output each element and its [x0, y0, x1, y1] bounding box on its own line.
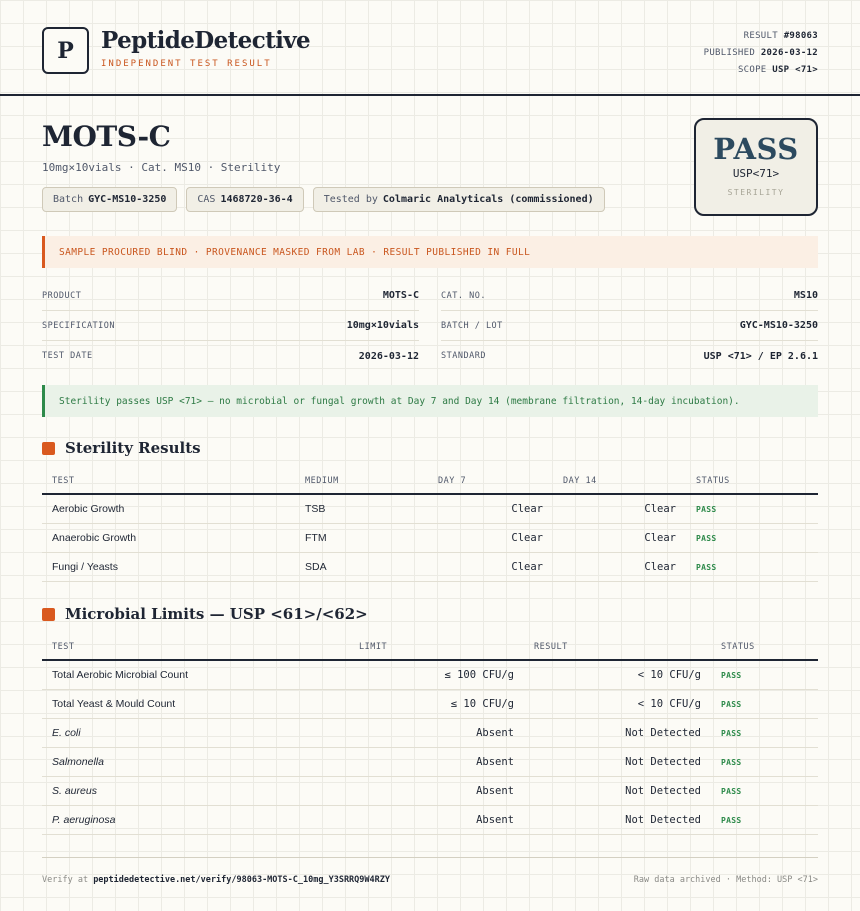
table-header-row [42, 468, 818, 494]
info-key: TEST DATE [42, 351, 93, 361]
limit: ≤ 100 CFU/g [349, 660, 524, 689]
microbial-table [42, 634, 818, 835]
table-row [42, 747, 818, 776]
published-date: PUBLISHED 2026-03-12 [703, 48, 818, 58]
section-title: Microbial Limits — USP <61>/<62> [65, 605, 368, 623]
medium: FTM [295, 523, 428, 552]
column-header: LIMIT [349, 634, 524, 660]
status-badge: PASS [721, 815, 742, 825]
medium: SDA [295, 552, 428, 581]
logo-icon: P [42, 27, 89, 74]
result: < 10 CFU/g [524, 689, 711, 718]
status-badge: PASS [721, 728, 742, 738]
test-name: Aerobic Growth [42, 494, 295, 523]
section-marker-icon [42, 442, 55, 455]
test-name: Anaerobic Growth [42, 523, 295, 552]
info-key: PRODUCT [42, 290, 82, 301]
limit: Absent [349, 747, 524, 776]
test-name: E. coli [42, 718, 349, 747]
info-value: MS10 [793, 290, 818, 301]
procurement-notice: SAMPLE PROCURED BLIND · PROVENANCE MASKED FROM LAB · RESULT PUBLISHED IN FULL [42, 236, 818, 268]
table-row [42, 689, 818, 718]
limit: Absent [349, 805, 524, 834]
scope: SCOPE USP <71> [737, 65, 818, 75]
table-row [42, 805, 818, 834]
verdict-category: STERILITY [727, 188, 785, 197]
verdict-badge [694, 118, 818, 216]
cas-chip: CAS 1468720-36-4 [186, 187, 303, 212]
info-value: MOTS-C [382, 290, 419, 301]
info-value: 10mg×10vials [346, 320, 419, 331]
table-row [42, 552, 818, 581]
status-badge: PASS [721, 670, 742, 680]
test-name: Total Aerobic Microbial Count [42, 660, 349, 689]
info-left [42, 281, 419, 371]
brand-tagline: INDEPENDENT TEST RESULT [101, 59, 272, 69]
product-chips [42, 187, 605, 212]
day14: Clear [553, 523, 686, 552]
report-header [0, 0, 860, 96]
table-row [42, 660, 818, 689]
status-badge: PASS [696, 533, 717, 543]
table-row [42, 776, 818, 805]
column-header: STATUS [686, 468, 818, 494]
archive-note: Raw data archived · Method: USP <71> [633, 874, 818, 885]
brand-name: PeptideDetective [101, 27, 311, 54]
info-grid [42, 281, 818, 371]
test-name: Salmonella [42, 747, 349, 776]
day7: Clear [428, 552, 553, 581]
info-row [441, 281, 818, 311]
column-header: DAY 14 [553, 468, 686, 494]
column-header: DAY 7 [428, 468, 553, 494]
column-header: TEST [42, 468, 295, 494]
verdict-result: PASS [713, 132, 799, 166]
medium: TSB [295, 494, 428, 523]
table-row [42, 718, 818, 747]
test-name: Total Yeast & Mould Count [42, 689, 349, 718]
status-badge: PASS [721, 699, 742, 709]
product-subtitle: 10mg×10vials · Cat. MS10 · Sterility [42, 161, 281, 174]
result: Not Detected [524, 747, 711, 776]
limit: Absent [349, 718, 524, 747]
sterility-table [42, 468, 818, 582]
day14: Clear [553, 552, 686, 581]
microbial-section-heading [42, 605, 368, 623]
day7: Clear [428, 494, 553, 523]
limit: Absent [349, 776, 524, 805]
column-header: STATUS [711, 634, 818, 660]
info-key: SPECIFICATION [42, 320, 116, 331]
test-name: S. aureus [42, 776, 349, 805]
info-row [42, 281, 419, 311]
result: < 10 CFU/g [524, 660, 711, 689]
status-badge: PASS [721, 786, 742, 796]
table-header-row [42, 634, 818, 660]
table-row [42, 494, 818, 523]
info-value: 2026-03-12 [358, 350, 419, 362]
verify-link[interactable]: peptidedetective.net/verify/98063-MOTS-C_10mg_Y3SRRQ9W4RZY [93, 874, 390, 885]
column-header: TEST [42, 634, 349, 660]
day7: Clear [428, 523, 553, 552]
info-row [441, 311, 818, 341]
product-title: MOTS-C [42, 120, 171, 153]
status-badge: PASS [721, 757, 742, 767]
result-id: RESULT #98063 [743, 31, 818, 41]
info-key: CAT. NO. [441, 290, 486, 301]
column-header: RESULT [524, 634, 711, 660]
summary-banner: Sterility passes USP <71> — no microbial or fungal growth at Day 7 and Day 14 (membrane filtration, 14-day incubation). [42, 385, 818, 417]
sterility-section-heading [42, 439, 201, 457]
result: Not Detected [524, 718, 711, 747]
verdict-standard: USP<71> [732, 167, 780, 180]
limit: ≤ 10 CFU/g [349, 689, 524, 718]
test-name: Fungi / Yeasts [42, 552, 295, 581]
result: Not Detected [524, 805, 711, 834]
info-value: USP <71> / EP 2.6.1 [703, 350, 818, 362]
batch-chip: Batch GYC-MS10-3250 [42, 187, 177, 212]
info-value: GYC-MS10-3250 [739, 320, 818, 331]
result: Not Detected [524, 776, 711, 805]
test-name: P. aeruginosa [42, 805, 349, 834]
section-marker-icon [42, 608, 55, 621]
info-key: STANDARD [441, 351, 486, 361]
info-row [441, 341, 818, 371]
status-badge: PASS [696, 562, 717, 572]
tested-by-chip: Tested by Colmaric Analyticals (commissioned) [313, 187, 605, 212]
report-footer [42, 857, 818, 901]
info-row [42, 311, 419, 341]
section-title: Sterility Results [65, 439, 201, 457]
info-key: BATCH / LOT [441, 320, 503, 331]
verify-line: Verify at peptidedetective.net/verify/98063-MOTS-C_10mg_Y3SRRQ9W4RZY [42, 874, 390, 885]
info-row [42, 341, 419, 371]
info-right [441, 281, 818, 371]
column-header: MEDIUM [295, 468, 428, 494]
status-badge: PASS [696, 504, 717, 514]
report-meta [704, 28, 818, 79]
table-row [42, 523, 818, 552]
day14: Clear [553, 494, 686, 523]
